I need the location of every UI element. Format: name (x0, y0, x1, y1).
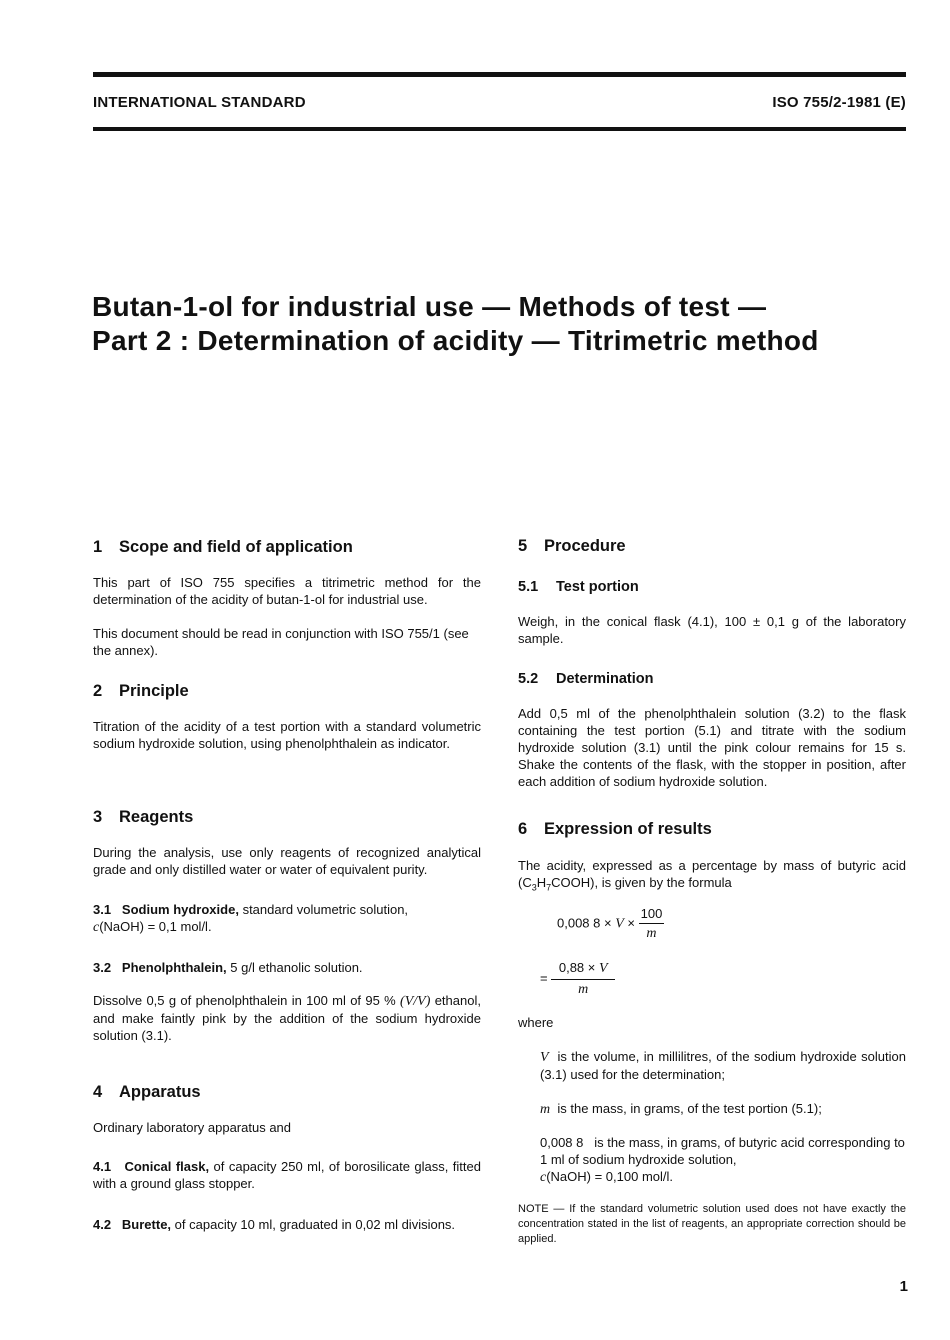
section-4-paragraph: Ordinary laboratory apparatus and (93, 1120, 292, 1135)
section-1-heading: 1 Scope and field of application (93, 538, 353, 556)
subsection-5-1-heading: 5.1 Test portion (518, 579, 639, 595)
section-6-heading: 6 Expression of results (518, 820, 712, 838)
reagent-3-2-preparation: Dissolve 0,5 g of phenolphthalein in 100 ml of 95 % (V/V) ethanol, and make faintly pink by the addition of the sodium hydroxide solution (3.1). (93, 993, 481, 1043)
section-2-paragraph: Titration of the acidity of a test portion with a standard volumetric sodium hydroxide solution, using phenolphthalein as indicator. (93, 719, 481, 751)
definition-m: m is the mass, in grams, of the test portion (5.1); (540, 1101, 822, 1117)
formula-1: 0,008 8 × V × $\frac{100}{m}$ (557, 906, 663, 941)
reagent-3-2: 3.2 Phenolphthalein, 5 g/l ethanolic solution. (93, 960, 363, 975)
header-top-rule (93, 72, 906, 77)
section-4-heading: 4 Apparatus (93, 1083, 201, 1101)
subsection-5-2-paragraph: Add 0,5 ml of the phenolphthalein solution (3.2) to the flask containing the test portion (5.1) and titrate with the sodium hydroxide solution (3.1) until the pink colour remains for 15 s. Shake the contents of the flask, with the stopper in position, after each addition of sodium hydroxide solution. (518, 706, 906, 789)
section-2-heading: 2 Principle (93, 682, 189, 700)
definition-V: V is the volume, in millilitres, of the sodium hydroxide solution (3.1) used for the determination; (540, 1049, 906, 1082)
page-number: 1 (899, 1278, 908, 1295)
reagent-3-1: 3.1 Sodium hydroxide, standard volumetric solution, c(NaOH) = 0,1 mol/l. (93, 902, 409, 935)
title-line-1: Butan-1-ol for industrial use — Methods of test — (92, 291, 767, 322)
title-line-2: Part 2 : Determination of acidity — Titrimetric method (92, 325, 819, 356)
section-3-paragraph: During the analysis, use only reagents of recognized analytical grade and only distilled water or water of equivalent purity. (93, 845, 481, 877)
apparatus-4-2: 4.2 Burette, of capacity 10 ml, graduated in 0,02 ml divisions. (93, 1217, 456, 1232)
standard-number: ISO 755/2-1981 (E) (772, 94, 906, 111)
document-type-label: INTERNATIONAL STANDARD (93, 94, 306, 111)
header-bottom-rule (93, 127, 906, 131)
subsection-5-2-heading: 5.2 Determination (518, 671, 654, 687)
note: NOTE — If the standard volumetric solution used does not have exactly the concentration stated in the list of reagents, an appropriate correction should be applied. (518, 1203, 906, 1245)
section-3-heading: 3 Reagents (93, 808, 194, 826)
formula-2-fraction: $\frac{0,88 \times V}{m}$ (551, 960, 615, 998)
formula-1-fraction: $\frac{100}{m}$ (640, 906, 663, 941)
section-1-paragraph-2: This document should be read in conjunction with ISO 755/1 (see the annex). (93, 626, 469, 658)
where-label: where (518, 1015, 554, 1030)
section-1-paragraph-1: This part of ISO 755 specifies a titrimetric method for the determination of the acidity of butan-1-ol for industrial use. (93, 575, 481, 607)
subsection-5-1-paragraph: Weigh, in the conical flask (4.1), 100 ± 0,1 g of the laboratory sample. (518, 614, 906, 646)
section-5-heading: 5 Procedure (518, 537, 626, 555)
formula-2: = $\frac{0,88 \times V}{m}$ (540, 960, 615, 998)
apparatus-4-1: 4.1 Conical flask, of capacity 250 ml, of borosilicate glass, fitted with a ground glass stopper. (93, 1159, 481, 1191)
section-6-paragraph: The acidity, expressed as a percentage by mass of butyric acid $(C_3H_7COOH)$, is given by the formula (518, 858, 906, 893)
definition-constant: 0,008 8 is the mass, in grams, of butyric acid corresponding to 1 ml of sodium hydroxide solution, c(NaOH) = 0,100 mol/l. (540, 1135, 905, 1185)
document-title (92, 290, 819, 358)
